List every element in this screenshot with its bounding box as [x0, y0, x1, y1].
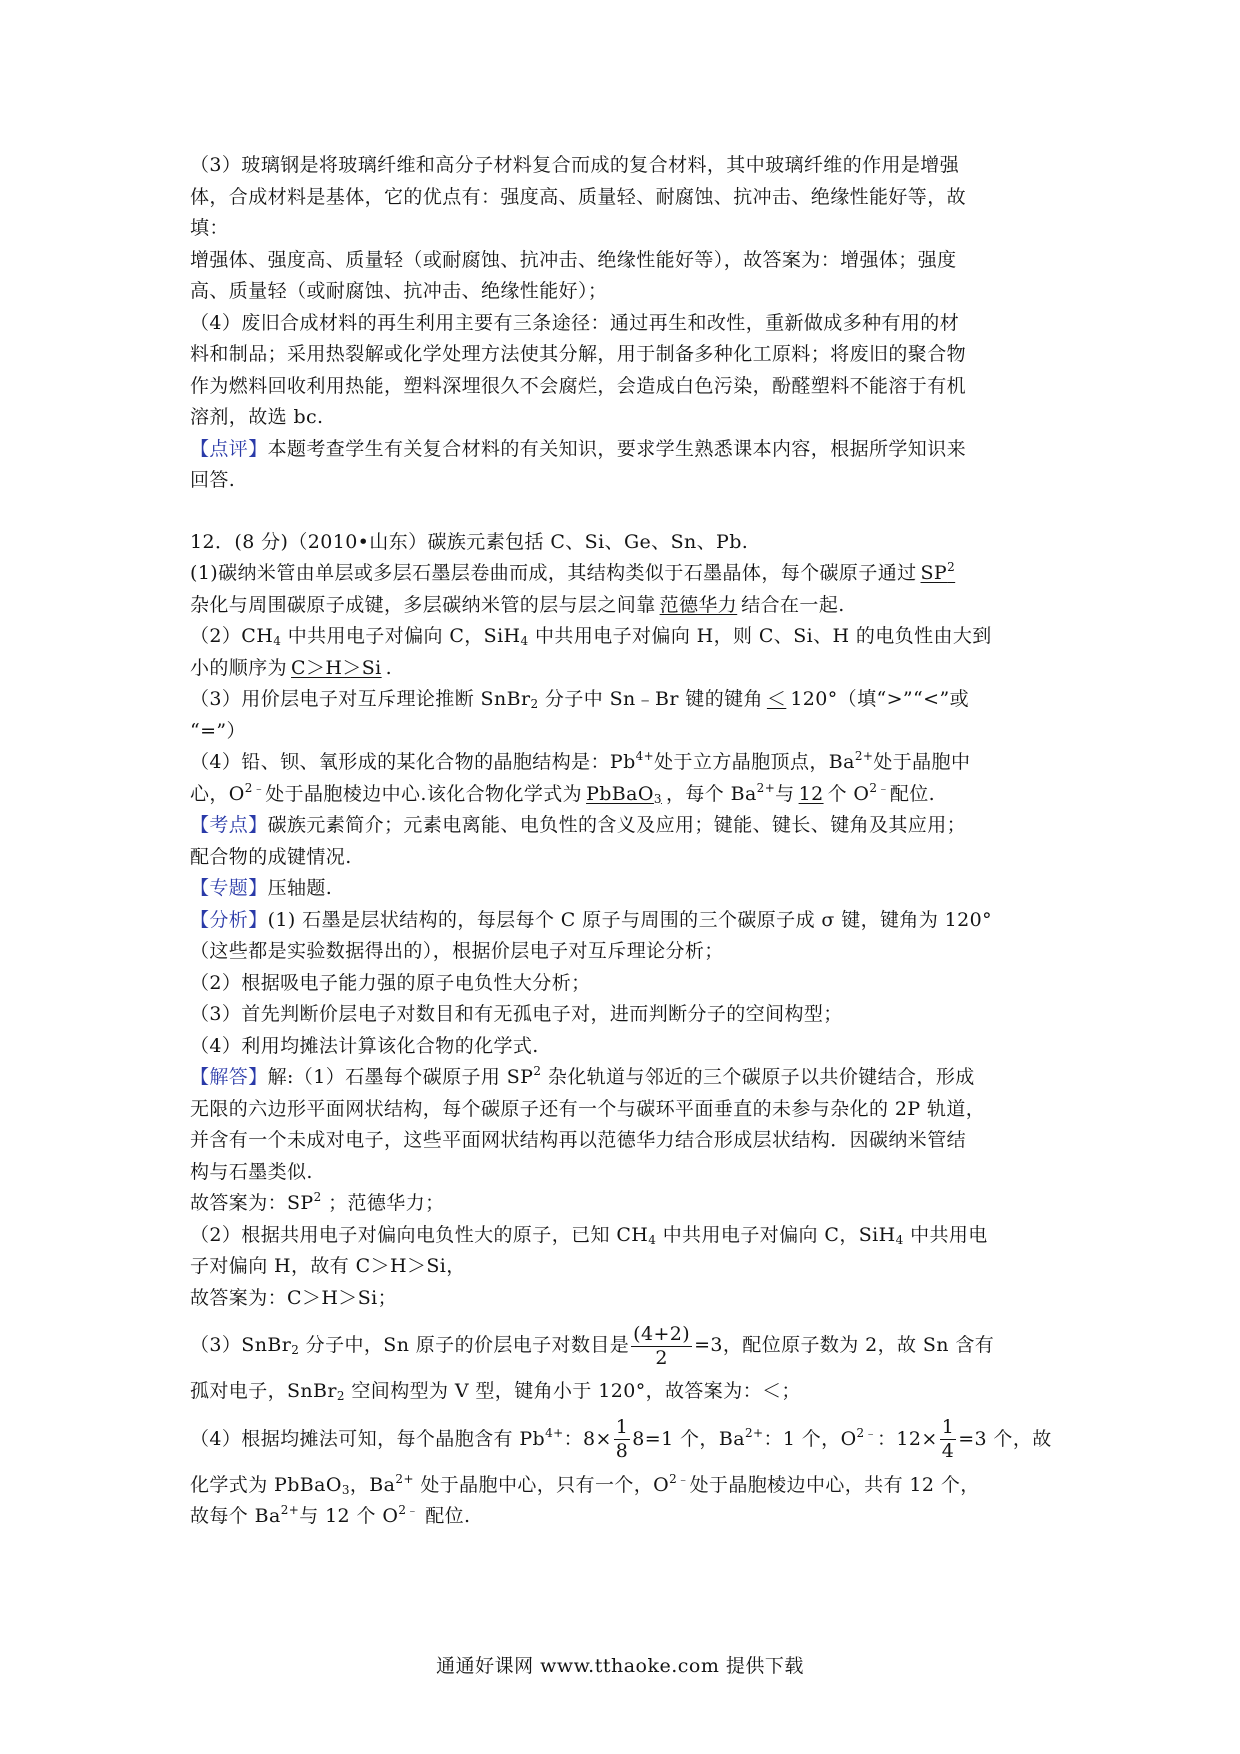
text-line: 无限的六边形平面网状结构，每个碳原子还有一个与碳环平面垂直的未参与杂化的 2P 轨道，: [190, 1097, 986, 1120]
question-part-3: （3）用价层电子对互斥理论推断 SnBr$_2$ 分子中 Sn﹣Br 键的键角 ＜ 120°（填“>”“<”或: [190, 688, 969, 711]
text-line: 增强体、强度高、质量轻（或耐腐蚀、抗冲击、绝缘性能好等），故答案为：增强体；强度: [190, 248, 957, 271]
fenxi-line: 【分析】(1) 石墨是层状结构的，每层每个 C 原子与周围的三个碳原子成 σ 键，键角为 120°: [190, 908, 993, 931]
jieda-line: 【解答】解:（1）石墨每个碳原子用 $SP^2$ 杂化轨道与邻近的三个碳原子以共价键结合，形成: [190, 1064, 975, 1088]
kaodian-line: 【考点】碳族元素简介；元素电离能、电负性的含义及应用；键能、键长、键角及其应用；: [190, 814, 967, 836]
zhuanti-line: 【专题】压轴题.: [190, 877, 333, 899]
text-line: 故答案为：C＞H＞Si；: [190, 1286, 398, 1309]
answer-blank: 12: [798, 782, 824, 805]
fraction: $\frac{1}{8}$: [615, 1416, 629, 1462]
page-footer: 通通好课网 www.tthaoke.com 提供下载: [436, 1655, 804, 1677]
answer-blank: ＜: [766, 688, 787, 710]
text-line: 溶剂，故选 bc.: [190, 406, 324, 428]
answer-blank: $SP^2$: [920, 560, 956, 584]
text-line: （3）SnBr$_2$ 分子中，Sn 原子的价层电子对数目是 $\frac{(4+2)}{2}$ =3，配位原子数为 2，故 Sn 含有: [190, 1322, 995, 1369]
question-header: 12．(8 分)（2010•山东）碳族元素包括 C、Si、Ge、Sn、Pb.: [190, 530, 749, 553]
text-line: 故每个 $Ba^{2+}$与 12 个 $O^{2﹣}$ 配位.: [190, 1503, 471, 1527]
fenxi-tag: 【分析】: [190, 908, 268, 931]
kaodian-tag: 【考点】: [190, 814, 268, 836]
text-line: 料和制品；采用热裂解或化学处理方法使其分解，用于制备多种化工原料；将废旧的聚合物: [190, 343, 967, 365]
text-line: 心，$O^{2﹣}$处于晶胞棱边中心.该化合物化学式为 PbBaO$_3$ ，每个 $Ba^{2+}$与 12 个 $O^{2﹣}$配位.: [190, 780, 936, 806]
text-line: 化学式为 PbBaO$_3$，$Ba^{2+}$ 处于晶胞中心，只有一个，$O^{2﹣}$处于晶胞棱边中心，共有 12 个，: [190, 1471, 980, 1497]
text-line: （3）玻璃钢是将玻璃纤维和高分子材料复合而成的复合材料，其中玻璃纤维的作用是增强: [190, 154, 960, 176]
zhuanti-tag: 【专题】: [190, 877, 268, 899]
text-line: （4）废旧合成材料的再生利用主要有三条途径：通过再生和改性，重新做成多种有用的材: [190, 311, 960, 334]
question-part-1: (1)碳纳米管由单层或多层石墨层卷曲而成，其结构类似于石墨晶体，每个碳原子通过 $SP^2$: [190, 558, 1060, 590]
answer-blank: PbBaO$_3$: [586, 782, 662, 806]
text-line: 作为燃料回收利用热能，塑料深埋很久不会腐烂，会造成白色污染，酚醛塑料不能溶于有机: [190, 374, 967, 397]
answer-blank: 范德华力: [659, 593, 738, 616]
question-part-2: $(2)CH_4$ 中共用电子对偏向 C，SiH$_4$ 中共用电子对偏向 H，则 C、Si、H 的电负性由大到: [190, 625, 992, 648]
question-part-4: （4）铅、钡、氧形成的某化合物的晶胞结构是：$Pb^{4+}$处于立方晶胞顶点，$Ba^{2+}$处于晶胞中: [190, 749, 971, 773]
text-line: 子对偏向 H，故有 C＞H＞Si，: [190, 1255, 466, 1277]
text-line: 配合物的成键情况.: [190, 845, 352, 868]
text-line: 孤对电子，SnBr$_2$ 空间构型为 V 型，键角小于 120°，故答案为：＜；: [190, 1380, 801, 1403]
text-line: （3）首先判断价层电子对数目和有无孤电子对，进而判断分子的空间构型；: [190, 1003, 843, 1025]
text-line: 杂化与周围碳原子成键，多层碳纳米管的层与层之间靠 范德华力 结合在一起.: [190, 593, 845, 616]
fraction: $\frac{1}{4}$: [941, 1416, 955, 1462]
text-line: 高、质量轻（或耐腐蚀、抗冲击、绝缘性能好）；: [190, 280, 608, 302]
answer-blank: C＞H＞Si: [291, 656, 382, 679]
comment-line: 【点评】本题考查学生有关复合材料的有关知识，要求学生熟悉课本内容，根据所学知识来: [190, 437, 967, 460]
document-body: [190, 150, 1060, 1533]
text-line: 体，合成材料是基体，它的优点有：强度高、质量轻、耐腐蚀、抗冲击、绝缘性能好等，故: [190, 185, 967, 208]
text-line: 回答.: [190, 469, 236, 491]
text-line: 故答案为：$SP^2$ ；范德华力；: [190, 1190, 445, 1214]
text-line: 小的顺序为 C＞H＞Si .: [190, 656, 393, 679]
text-line: 并含有一个未成对电子，这些平面网状结构再以范德华力结合形成层状结构．因碳纳米管结: [190, 1129, 967, 1151]
text-line: （4）利用均摊法计算该化合物的化学式.: [190, 1034, 539, 1057]
text-line: 填：: [190, 217, 229, 239]
text-line: （4）根据均摊法可知，每个晶胞含有 $Pb^{4+}$：8× $\frac{1}{8}$ 8=1 个，$Ba^{2+}$：1 个，$O^{2﹣}$：12× $\frac{1}{4}$ =3 个，故: [190, 1416, 1052, 1462]
fraction: $\frac{(4+2)}{2}$: [633, 1322, 691, 1369]
text-line: 构与石墨类似.: [190, 1160, 313, 1183]
jieda-tag: 【解答】: [190, 1066, 268, 1088]
text-line: （2）根据吸电子能力强的原子电负性大分析；: [190, 971, 591, 994]
comment-tag: 【点评】: [190, 437, 268, 460]
text-line: （2）根据共用电子对偏向电负性大的原子，已知 $CH_4$ 中共用电子对偏向 C，SiH$_4$ 中共用电: [190, 1223, 988, 1247]
text-line: （这些都是实验数据得出的），根据价层电子对互斥理论分析；: [190, 940, 724, 962]
q11-solution-continued: [190, 150, 1060, 497]
text-line: “=”）: [190, 719, 246, 742]
question-12: [190, 527, 1060, 1533]
